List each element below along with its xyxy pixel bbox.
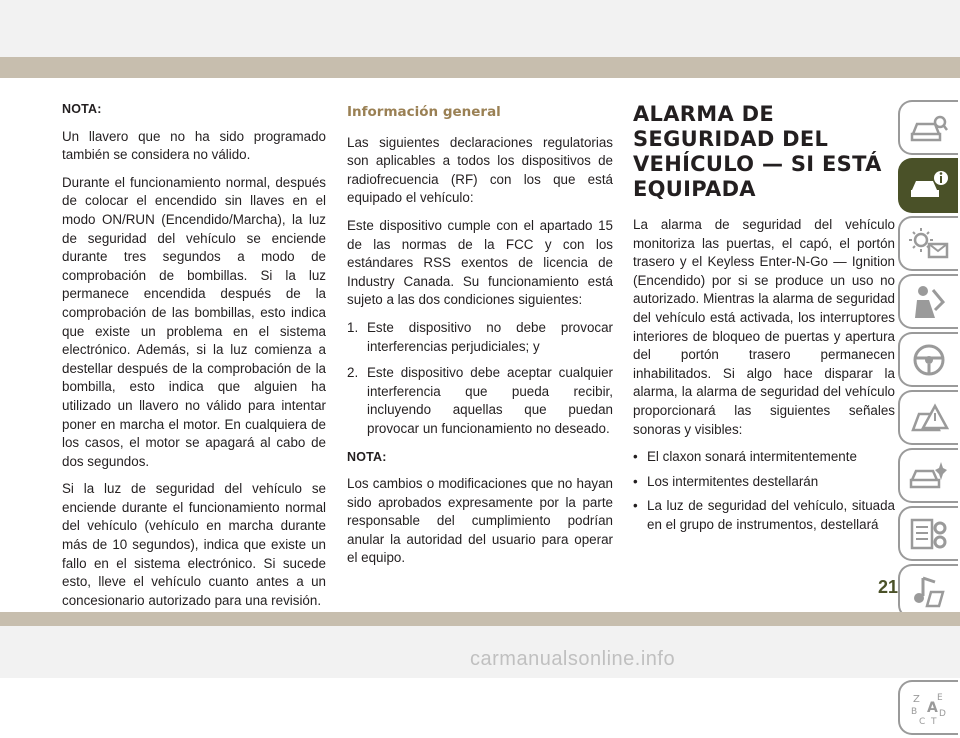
tab-instrument-panel[interactable] xyxy=(898,216,958,271)
list-item xyxy=(633,448,895,467)
list-item xyxy=(347,364,613,438)
tab-technical-specifications[interactable] xyxy=(898,506,958,561)
tab-safety[interactable] xyxy=(898,274,958,329)
list-item-text: Este dispositivo debe aceptar cualquier interferencia que pueda recibir, incluyendo aquellas que puedan provocar un funcionamiento no deseado. xyxy=(367,365,613,436)
svg-text:C: C xyxy=(919,716,926,726)
car-info-icon xyxy=(909,168,949,204)
header-band xyxy=(0,0,960,78)
column-right xyxy=(633,102,895,544)
header-stripe xyxy=(0,57,960,78)
svg-text:A: A xyxy=(927,699,938,716)
column-left xyxy=(62,100,326,619)
specifications-gear-icon xyxy=(909,516,949,552)
bullet-list xyxy=(633,448,895,534)
paragraph: Durante el funcionamiento normal, después de colocar el encendido sin llaves en el modo ON/RUN (Encendido/Marcha), la luz de seguridad del vehículo se enciende durante tres segundos a modo de comprobación de bombillas. Si la luz permanece encendida después de la comprobación de las bombillas, esto indica que existe un problema en el sistema electrónico. Además, si la luz comienza a destellar después de la comprobación de la bombilla, esto indica que alguien ha utilizado un llavero no válido para intentar poner en marcha el motor. En cualquiera de los casos, el motor se apagará al cabo de dos segundos. xyxy=(62,174,326,469)
numbered-list xyxy=(347,319,613,439)
svg-text:E: E xyxy=(937,692,943,703)
paragraph: La alarma de seguridad del vehículo monitoriza las puertas, el capó, el portón trasero y el Keyless Enter-N-Go — Ignition (Encendido) por si se produce un uso no autorizado. Mientras la alarma de seguridad del vehículo está activada, los interruptores interiores de bloqueo de puertas y apertura del portón trasero permanecen inhabilitados. Si algo hace disparar la alarma, la alarma de seguridad del vehículo proporcionará las siguientes señales sonoras y visibles: xyxy=(633,217,895,437)
svg-text:Z: Z xyxy=(913,693,920,705)
page-number: 21 xyxy=(878,577,899,597)
tab-multimedia[interactable] xyxy=(898,564,958,619)
paragraph: Este dispositivo cumple con el apartado 15 de las normas de la FCC y con los estándares RSS exentos de licencia de Industry Canada. Su funcionamiento está sujeto a las dos condiciones siguientes: xyxy=(347,217,613,308)
music-phone-icon xyxy=(909,574,949,610)
car-service-icon xyxy=(909,458,949,494)
list-item-text: Los intermitentes destellarán xyxy=(647,473,819,489)
list-marker: 2. xyxy=(347,365,359,381)
footer-stripe xyxy=(0,612,960,626)
bullet-marker: • xyxy=(633,473,638,489)
paragraph: Si la luz de seguridad del vehículo se enciende durante el funcionamiento normal del vehículo (vehículo en marcha durante más de 10 segundos), indica que existe un fallo en el sistema electrónico. Si sucede esto, lleve el vehículo cuanto antes a un concesionario autorizado para una revisión. xyxy=(62,481,326,608)
tab-index[interactable] xyxy=(898,680,958,735)
steering-wheel-icon xyxy=(909,342,949,378)
list-marker: 1. xyxy=(347,319,359,335)
airbag-passenger-icon xyxy=(909,284,949,320)
list-item xyxy=(347,319,613,356)
note-label: NOTA: xyxy=(347,449,387,464)
tab-in-case-of-emergency[interactable] xyxy=(898,390,958,445)
alphabet-index-icon xyxy=(909,690,949,726)
list-item-text: La luz de seguridad del vehículo, situada en el grupo de instrumentos, destellará xyxy=(647,498,895,532)
warning-light-icon xyxy=(909,226,949,262)
tab-starting-operating[interactable] xyxy=(898,332,958,387)
bullet-marker: • xyxy=(633,449,638,465)
car-search-icon xyxy=(909,110,949,146)
list-item xyxy=(633,473,895,492)
svg-text:B: B xyxy=(911,706,918,717)
list-item-text: El claxon sonará intermitentemente xyxy=(647,449,857,465)
note-text: Un llavero que no ha sido programado también se considera no válido. xyxy=(62,128,326,163)
emergency-triangle-icon xyxy=(909,400,949,436)
paragraph: Las siguientes declaraciones regulatorias son aplicables a todos los dispositivos de radiofrecuencia (RF) con los que está equipado el vehículo: xyxy=(347,134,613,206)
note-text: Los cambios o modificaciones que no hayan sido aprobados expresamente por la parte responsable del cumplimiento podrían anular la autoridad del usuario para operar el equipo. xyxy=(347,476,613,566)
tab-getting-to-know-vehicle[interactable] xyxy=(898,158,958,213)
svg-text:D: D xyxy=(939,708,946,719)
list-item-text: Este dispositivo no debe provocar interferencias perjudiciales; y xyxy=(367,319,613,354)
bullet-marker: • xyxy=(633,498,638,514)
column-middle xyxy=(347,103,613,577)
list-item xyxy=(633,497,895,534)
note-label: NOTA: xyxy=(62,102,102,116)
chapter-heading: ALARMA DE SEGURIDAD DEL VEHÍCULO — SI ESTÁ EQUIPADA xyxy=(633,102,882,201)
tab-vehicle-overview[interactable] xyxy=(898,100,958,155)
watermark: carmanualsonline.info xyxy=(470,648,676,670)
section-heading: Información general xyxy=(347,104,501,120)
tab-servicing-maintenance[interactable] xyxy=(898,448,958,503)
svg-text:T: T xyxy=(931,716,937,726)
